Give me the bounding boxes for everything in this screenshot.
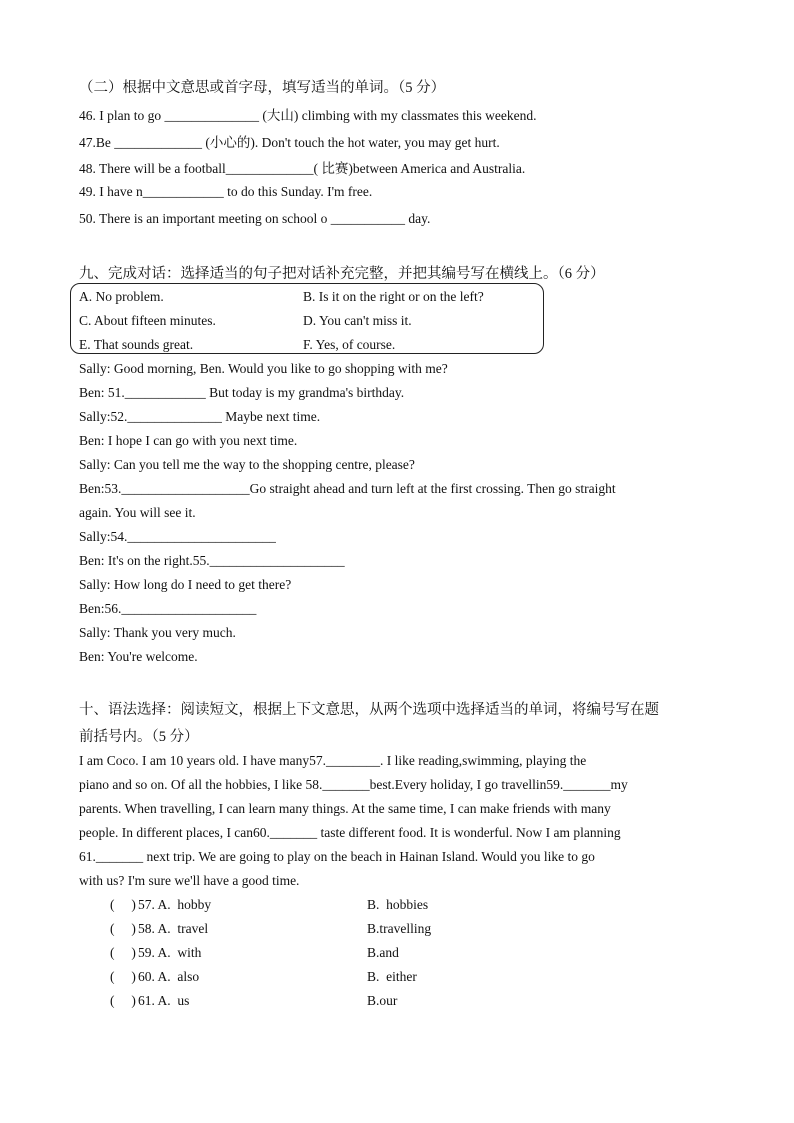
dialogue-line: Sally: Thank you very much. [79,625,236,640]
dialogue-line: Ben: I hope I can go with you next time. [79,433,298,448]
dialogue-line: Ben: You're welcome. [79,649,198,664]
choice-57-b: B. hobbies [367,897,429,912]
dialogue-line: again. You will see it. [79,505,196,520]
question-48: 48. There will be a football_____________( 比赛)between America and Australia. [79,161,526,176]
choice-59-a: 59. A. with [138,945,202,960]
dialogue-line: Sally: Good morning, Ben. Would you like to go shopping with me? [79,361,448,376]
dialogue-line: Ben:53.___________________Go straight ahead and turn left at the first crossing. Then go straight [79,481,616,496]
answer-bracket-58: ( ) [110,921,136,936]
dialogue-line: Sally:52.______________ Maybe next time. [79,409,321,424]
dialogue-line: Sally: How long do I need to get there? [79,577,292,592]
option-a: A. No problem. [79,289,164,304]
passage-line: 61._______ next trip. We are going to play on the beach in Hainan Island. Would you like to go [79,849,595,864]
option-c: C. About fifteen minutes. [79,313,216,328]
section-10-heading-line-2: 前括号内。（5 分） [79,729,199,745]
choice-58-b: B.travelling [367,921,432,936]
choice-57-a: 57. A. hobby [138,897,212,912]
passage-line: people. In different places, I can60._______ taste different food. It is wonderful. Now I am planning [79,825,621,840]
answer-bracket-60: ( ) [110,969,136,984]
choice-61-a: 61. A. us [138,993,190,1008]
dialogue-line: Ben: It's on the right.55.____________________ [79,553,345,568]
option-b: B. Is it on the right or on the left? [303,289,484,304]
option-d: D. You can't miss it. [303,313,412,328]
passage-line: with us? I'm sure we'll have a good time. [79,873,300,888]
question-49: 49. I have n____________ to do this Sunday. I'm free. [79,184,373,199]
answer-bracket-61: ( ) [110,993,136,1008]
section-10-heading-line-1: 十、语法选择：阅读短文，根据上下文意思，从两个选项中选择适当的单词，将编号写在题 [79,702,659,718]
question-46: 46. I plan to go ______________ (大山) climbing with my classmates this weekend. [79,108,537,123]
choice-59-b: B.and [367,945,399,960]
section-2-heading: （二）根据中文意思或首字母，填写适当的单词。（5 分） [79,80,446,96]
choice-60-b: B. either [367,969,417,984]
section-9-heading: 九、完成对话：选择适当的句子把对话补充完整，并把其编号写在横线上。（6 分） [79,266,605,282]
question-47: 47.Be _____________ (小心的). Don't touch the hot water, you may get hurt. [79,135,500,150]
dialogue-line: Sally: Can you tell me the way to the shopping centre, please? [79,457,415,472]
dialogue-line: Sally:54.______________________ [79,529,276,544]
passage-line: parents. When travelling, I can learn many things. At the same time, I can make friends with many [79,801,611,816]
choice-58-a: 58. A. travel [138,921,209,936]
option-e: E. That sounds great. [79,337,194,352]
passage-line: piano and so on. Of all the hobbies, I like 58._______best.Every holiday, I go travellin59._______my [79,777,628,792]
answer-bracket-59: ( ) [110,945,136,960]
dialogue-line: Ben: 51.____________ But today is my grandma's birthday. [79,385,405,400]
answer-bracket-57: ( ) [110,897,136,912]
choice-60-a: 60. A. also [138,969,200,984]
dialogue-line: Ben:56.____________________ [79,601,257,616]
option-f: F. Yes, of course. [303,337,396,352]
passage-line: I am Coco. I am 10 years old. I have many57.________. I like reading,swimming, playing the [79,753,587,768]
question-50: 50. There is an important meeting on school o ___________ day. [79,211,431,226]
choice-61-b: B.our [367,993,398,1008]
